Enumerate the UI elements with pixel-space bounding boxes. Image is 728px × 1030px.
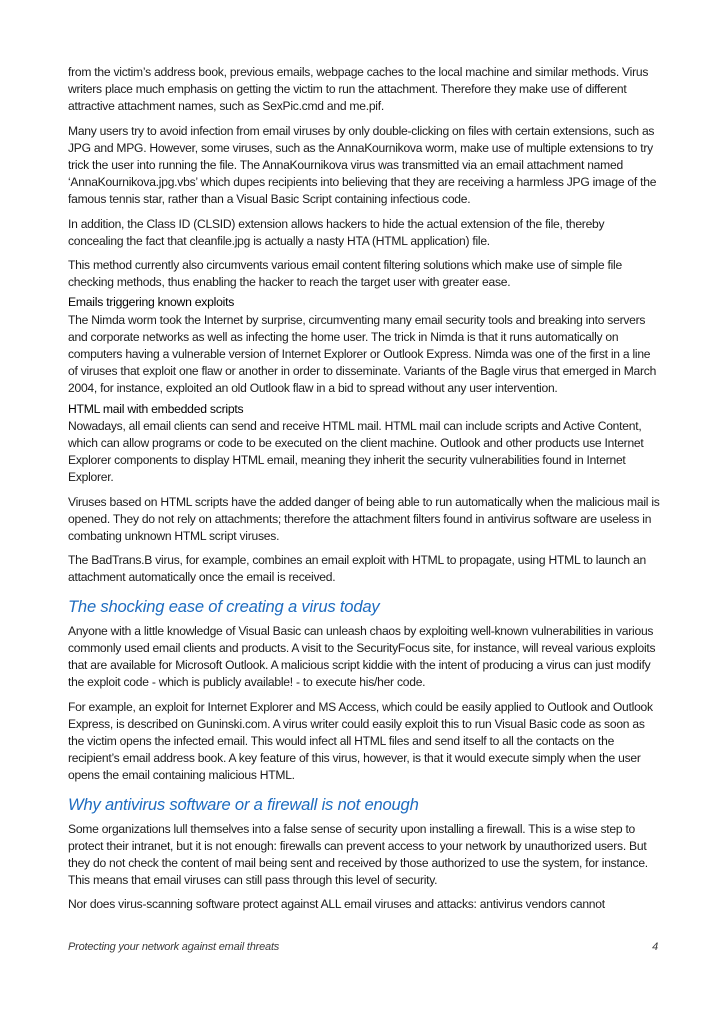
paragraph: Nowadays, all email clients can send and receive HTML mail. HTML mail can include scripts and Active Content, which can allow programs or code to be executed on the client machine. Outlook and other products use Internet Explorer components to display HTML email, meaning they inherit the security vulnerabilities found in Internet Explorer. — [68, 418, 644, 485]
paragraph: from the victim’s address book, previous emails, webpage caches to the local machine and similar methods. Virus writers place much emphasis on getting the victim to run the attachment. Therefore they make use of different attractive attachment names, such as SexPic.cmd and me.pif. — [68, 65, 649, 114]
paragraph: Some organizations lull themselves into a false sense of security upon installing a firewall. This is a wise step to protect their intranet, but it is not enough: firewalls can prevent access to your network by unauthorized users. But they do not check the content of mail being sent and received by those authorized to use the system, for instance. This means that email viruses can still pass through this level of security. — [68, 821, 648, 888]
paragraph: Many users try to avoid infection from email viruses by only double-clicking on files with certain extensions, such as JPG and MPG. However, some viruses, such as the AnnaKournikova worm, make use of multiple extensions to try trick the user into running the file. The AnnaKournikova virus was transmitted via an email attachment named ‘AnnaKournikova.jpg.vbs’ which dupes recipients into believing that they are receiving a harmless JPG image of the famous tennis star, rather than a Visual Basic Script containing infectious code. — [68, 123, 657, 207]
document-body — [68, 64, 662, 921]
paragraph: This method currently also circumvents various email content filtering solutions which make use of simple file checking methods, thus enabling the hacker to reach the target user with greater ease. — [68, 258, 622, 290]
paragraph: The BadTrans.B virus, for example, combines an email exploit with HTML to propagate, using HTML to launch an attachment automatically once the email is received. — [68, 553, 646, 585]
paragraph: Viruses based on HTML scripts have the added danger of being able to run automatically when the malicious mail is opened. They do not rely on attachments; therefore the attachment filters found in antivirus software are useless in combating unknown HTML script viruses. — [68, 494, 660, 544]
section-heading-virus-ease: The shocking ease of creating a virus today — [68, 596, 380, 616]
paragraph: For example, an exploit for Internet Explorer and MS Access, which could be easily applied to Outlook and Outlook Express, is described on Guninski.com. A virus writer could easily exploit this to run Visual Basic code as soon as the victim opens the infected email. This would infect all HTML files and send itself to all the contacts on the recipient’s email address book. A key feature of this virus, however, is that it would execute simply when the user opens the email containing malicious HTML. — [68, 699, 653, 783]
paragraph: In addition, the Class ID (CLSID) extension allows hackers to hide the actual extension of the file, thereby concealing the fact that cleanfile.jpg is actually a nasty HTA (HTML application) file. — [68, 216, 605, 248]
section-heading-antivirus-not-enough: Why antivirus software or a firewall is not enough — [68, 794, 419, 814]
footer-title: Protecting your network against email threats — [68, 941, 280, 953]
page-footer — [68, 941, 658, 953]
page-number: 4 — [652, 941, 658, 953]
subheading-html-mail: HTML mail with embedded scripts — [68, 401, 244, 416]
paragraph: Nor does virus-scanning software protect against ALL email viruses and attacks: antivirus vendors cannot — [68, 897, 605, 912]
subheading-known-exploits: Emails triggering known exploits — [68, 295, 235, 310]
paragraph: Anyone with a little knowledge of Visual Basic can unleash chaos by exploiting well-known vulnerabilities in various commonly used email clients and products. A visit to the SecurityFocus site, for instance, will reveal various exploits that are available for Microsoft Outlook. A malicious script kiddie with the intent of producing a virus can just modify the exploit code - which is publicly available! - to execute his/her code. — [68, 623, 656, 690]
paragraph: The Nimda worm took the Internet by surprise, circumventing many email security tools and breaking into servers and corporate networks as well as infecting the home user. The trick in Nimda is that it runs automatically on computers having a vulnerable version of Internet Explorer or Outlook Express. Nimda was one of the first in a line of viruses that exploit one flaw or another in order to disseminate. Variants of the Bagle virus that emerged in March 2004, for instance, exploited an old Outlook flaw in a bid to spread without any user intervention. — [68, 312, 657, 396]
